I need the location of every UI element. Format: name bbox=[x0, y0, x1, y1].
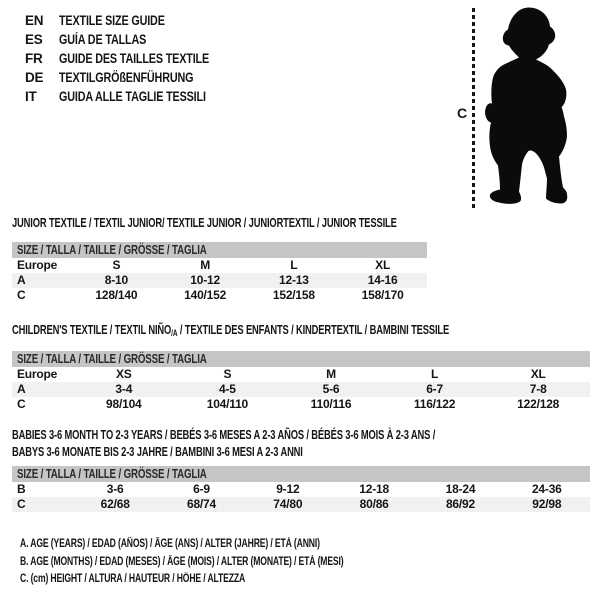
row-label: C bbox=[17, 497, 26, 511]
language-code: IT bbox=[25, 89, 37, 104]
cell-value: 6-7 bbox=[426, 382, 443, 396]
cell-value: 122/128 bbox=[517, 397, 560, 411]
table-row bbox=[12, 397, 590, 412]
cell-value: XS bbox=[115, 367, 132, 381]
cell-value: 140/152 bbox=[184, 288, 227, 302]
cell-value: 3-4 bbox=[115, 382, 133, 396]
cell-value: 8-10 bbox=[104, 273, 128, 287]
size-header-bar bbox=[12, 242, 427, 258]
cell-value: 116/122 bbox=[413, 397, 456, 411]
language-label: TEXTILGRÖßENFÜHRUNG bbox=[59, 70, 194, 85]
table-title-text: BABYS 3-6 MONATE BIS 2-3 JAHRE / BAMBINI 3-6 MESI A 2-3 ANNI bbox=[12, 444, 303, 459]
language-label: GUÍA DE TALLAS bbox=[59, 32, 147, 47]
table-row bbox=[12, 497, 590, 512]
footnote-text: B. AGE (MONTHS) / EDAD (MESES) / ÂGE (MOIS) / ALTER (MONATE) / ETÀ (MESI) bbox=[20, 555, 344, 568]
language-row bbox=[25, 30, 247, 49]
cell-value: 74/80 bbox=[273, 497, 303, 511]
cell-value: 80/86 bbox=[359, 497, 389, 511]
table-title bbox=[12, 443, 590, 460]
cell-value: M bbox=[326, 367, 336, 381]
cell-value: 98/104 bbox=[106, 397, 142, 411]
language-row bbox=[25, 11, 247, 30]
cell-value: 10-12 bbox=[190, 273, 220, 287]
cell-value: 4-5 bbox=[219, 382, 236, 396]
row-label: A bbox=[17, 382, 26, 396]
cell-value: 68/74 bbox=[186, 497, 216, 511]
row-label: C bbox=[17, 288, 26, 302]
table-row bbox=[12, 288, 427, 303]
language-code: EN bbox=[25, 13, 44, 28]
size-table-1 bbox=[12, 214, 427, 303]
row-label: Europe bbox=[17, 258, 58, 272]
language-label: GUIDA ALLE TAGLIE TESSILI bbox=[59, 89, 206, 104]
cell-value: 12-18 bbox=[359, 482, 389, 496]
cell-value: 86/92 bbox=[445, 497, 475, 511]
table-row bbox=[12, 382, 590, 397]
cell-value: 6-9 bbox=[193, 482, 210, 496]
cell-value: 104/110 bbox=[206, 397, 249, 411]
row-label: Europe bbox=[17, 367, 58, 381]
footnote bbox=[20, 571, 451, 589]
title-subscript: /A bbox=[171, 328, 178, 338]
table-row bbox=[12, 273, 427, 288]
cell-value: 92/98 bbox=[532, 497, 562, 511]
size-header-bar bbox=[12, 466, 590, 482]
row-label: A bbox=[17, 273, 26, 287]
cell-value: 62/68 bbox=[100, 497, 130, 511]
cell-value: XL bbox=[530, 367, 546, 381]
cell-value: 3-6 bbox=[106, 482, 124, 496]
cell-value: 14-16 bbox=[367, 273, 398, 287]
table-title-text: JUNIOR TEXTILE / TEXTIL JUNIOR/ TEXTILE JUNIOR / JUNIORTEXTIL / JUNIOR TESSILE bbox=[12, 215, 397, 230]
language-label: GUIDE DES TAILLES TEXTILE bbox=[59, 51, 210, 66]
footnote bbox=[20, 554, 451, 572]
cell-value: 5-6 bbox=[322, 382, 340, 396]
cell-value: XL bbox=[375, 258, 391, 272]
table-title bbox=[12, 321, 590, 342]
row-label: C bbox=[17, 397, 26, 411]
height-measure-label: C bbox=[457, 105, 467, 121]
language-row bbox=[25, 49, 247, 68]
size-header-text: SIZE / TALLA / TAILLE / GRÖSSE / TAGLIA bbox=[17, 243, 207, 257]
cell-value: S bbox=[112, 258, 121, 272]
cell-value: 24-36 bbox=[531, 482, 562, 496]
language-row bbox=[25, 87, 247, 106]
height-measure-dotted-line bbox=[472, 8, 475, 209]
table-title bbox=[12, 426, 590, 443]
title-segment: / TEXTILE DES ENFANTS / KINDERTEXTIL / BAMBINI TESSILE bbox=[177, 322, 450, 337]
language-code: ES bbox=[25, 32, 43, 47]
table-row bbox=[12, 482, 590, 497]
title-segment: CHILDREN'S TEXTILE / TEXTIL NIÑO bbox=[12, 322, 172, 337]
language-code: DE bbox=[25, 70, 44, 85]
footnote bbox=[20, 536, 451, 554]
cell-value: 158/170 bbox=[361, 288, 404, 302]
cell-value: 128/140 bbox=[95, 288, 138, 302]
cell-value: 152/158 bbox=[272, 288, 315, 302]
language-code: FR bbox=[25, 51, 43, 66]
language-row bbox=[25, 68, 247, 87]
cell-value: 7-8 bbox=[529, 382, 547, 396]
footnote-text: A. AGE (YEARS) / EDAD (AÑOS) / ÂGE (ANS) / ALTER (JAHRE) / ETÀ (ANNI) bbox=[20, 538, 320, 550]
cell-value: S bbox=[223, 367, 232, 381]
table-title-text bbox=[12, 321, 449, 342]
cell-value: 18-24 bbox=[445, 482, 476, 496]
cell-value: M bbox=[200, 258, 211, 272]
table-row bbox=[12, 258, 427, 273]
cell-value: 110/116 bbox=[310, 397, 352, 411]
cell-value: L bbox=[431, 367, 439, 381]
row-label: B bbox=[17, 482, 26, 496]
footnote-text: C. (cm) HEIGHT / ALTURA / HAUTEUR / HÖHE / ALTEZZA bbox=[20, 573, 246, 585]
size-header-bar bbox=[12, 351, 590, 367]
language-label: TEXTILE SIZE GUIDE bbox=[59, 13, 165, 28]
size-header-text: SIZE / TALLA / TAILLE / GRÖSSE / TAGLIA bbox=[17, 467, 207, 481]
language-list bbox=[25, 11, 247, 106]
footnotes bbox=[20, 536, 451, 589]
cell-value: L bbox=[290, 258, 298, 272]
table-title bbox=[12, 214, 427, 231]
size-table-2 bbox=[12, 321, 590, 412]
table-row bbox=[12, 367, 590, 382]
table-title-text: BABIES 3-6 MONTH TO 2-3 YEARS / BEBÉS 3-6 MESES A 2-3 AÑOS / BÉBÉS 3-6 MOIS À 2-3 ANS / bbox=[12, 427, 436, 442]
size-table-3 bbox=[12, 426, 590, 512]
size-header-text: SIZE / TALLA / TAILLE / GRÖSSE / TAGLIA bbox=[17, 352, 207, 366]
baby-silhouette-icon bbox=[479, 5, 571, 208]
cell-value: 9-12 bbox=[276, 482, 300, 496]
cell-value: 12-13 bbox=[279, 273, 309, 287]
